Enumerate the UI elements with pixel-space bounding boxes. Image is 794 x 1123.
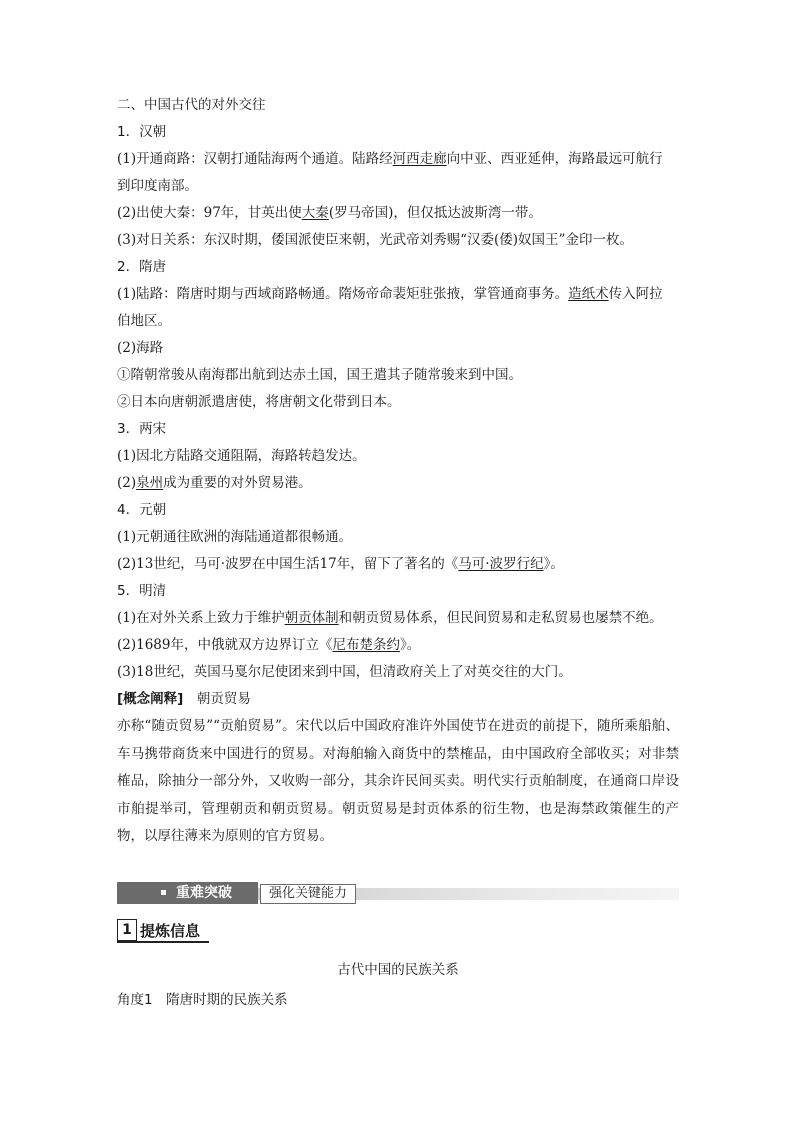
suitang-p2-item1: ①隋朝常骏从南海郡出航到达赤土国，国王遣其子随常骏来到中国。 (117, 367, 522, 383)
mingqing-p3: (3)18世纪，英国马戛尔尼使团来到中国，但清政府关上了对英交往的大门。 (117, 664, 572, 680)
angle-heading: 角度1 隋唐时期的民族关系 (117, 992, 288, 1008)
concept-text: 亦称“随贡贸易”“贡舶贸易”。宋代以后中国政府准许外国使节在进贡的前提下，随所乘船舶、车马携带商货来中国进行的贸易。对海舶输入商货中的禁榷品，由中国政府全部收买；对非禁榷品，除抽分一部分外，又收购一部分，其余许民间买卖。明代实行贡舶制度，在通商口岸设市舶提举司，管理朝贡和朝贡贸易。朝贡贸易是封贡体系的衍生物，也是海禁政策催生的产物，以厚往薄来为原则的官方贸易。 (117, 718, 679, 844)
suitang-keyword-papermaking: 造纸术 (568, 286, 609, 302)
han-p1-line1: (1)开通商路：汉朝打通陆海两个通道。陆路经河西走廊向中亚、西亚延伸，海路最远可航行 (117, 151, 663, 167)
subsection-heading (117, 919, 200, 941)
yuan-p1: (1)元朝通往欧洲的海陆通道都很畅通。 (117, 529, 353, 545)
subsection-title: 提炼信息 (140, 921, 201, 940)
concept-tag: [概念阐释] (117, 691, 184, 707)
subsection-underline (117, 941, 209, 943)
topic-title: 古代中国的民族关系 (337, 962, 459, 978)
han-p3: (3)对日关系：东汉时期，倭国派使臣来朝，光武帝刘秀赐“汉委(倭)奴国王”金印一枚。 (117, 232, 633, 248)
mingqing-keyword-tribute: 朝贡体制 (284, 610, 339, 626)
banner-light-label: 强化关键能力 (260, 884, 356, 904)
han-keyword-daqin: 大秦 (301, 205, 329, 221)
banner-dark-label: 重难突破 (117, 882, 258, 904)
yuan-p2: (2)13世纪，马可·波罗在中国生活17年，留下了著名的《马可·波罗行纪》。 (117, 556, 564, 572)
content-body (117, 92, 679, 851)
han-p2: (2)出使大秦：97年，甘英出使大秦(罗马帝国)，但仅抵达波斯湾一带。 (117, 205, 542, 221)
suitang-p1-line2: 伯地区。 (117, 313, 171, 329)
section-title: 二、中国古代的对外交往 (117, 97, 266, 113)
subsection-number: 1 (117, 919, 137, 941)
square-bullet-icon (161, 890, 166, 895)
song-heading: 3．两宋 (117, 421, 167, 437)
han-p1-line2: 到印度南部。 (117, 178, 198, 194)
concept-heading (117, 686, 679, 713)
mingqing-p2: (2)1689年，中俄就双方边界订立《尼布楚条约》。 (117, 637, 421, 653)
yuan-keyword-marcopolo: 马可·波罗行纪 (458, 556, 544, 572)
yuan-heading: 4．元朝 (117, 502, 167, 518)
song-p1: (1)因北方陆路交通阻隔，海路转趋发达。 (117, 448, 366, 464)
mingqing-keyword-nerchinsk: 尼布楚条约 (332, 637, 400, 653)
suitang-p1-line1: (1)陆路：隋唐时期与西域商路畅通。隋炀帝命裴矩驻张掖，掌管通商事务。造纸术传入阿拉 (117, 286, 663, 302)
han-keyword-hexi: 河西走廊 (392, 151, 447, 167)
mingqing-p1: (1)在对外关系上致力于维护朝贡体制和朝贡贸易体系，但民间贸易和走私贸易也屡禁不绝。 (117, 610, 663, 626)
song-p2: (2)泉州成为重要的对外贸易港。 (117, 475, 312, 491)
suitang-heading: 2．隋唐 (117, 259, 167, 275)
song-keyword-quanzhou: 泉州 (136, 475, 164, 491)
han-heading: 1．汉朝 (117, 124, 167, 140)
concept-term: 朝贡贸易 (196, 691, 251, 707)
section-banner (117, 882, 679, 904)
suitang-p2: (2)海路 (117, 340, 164, 356)
mingqing-heading: 5．明清 (117, 583, 167, 599)
suitang-p2-item2: ②日本向唐朝派遣唐使，将唐朝文化带到日本。 (117, 394, 401, 410)
